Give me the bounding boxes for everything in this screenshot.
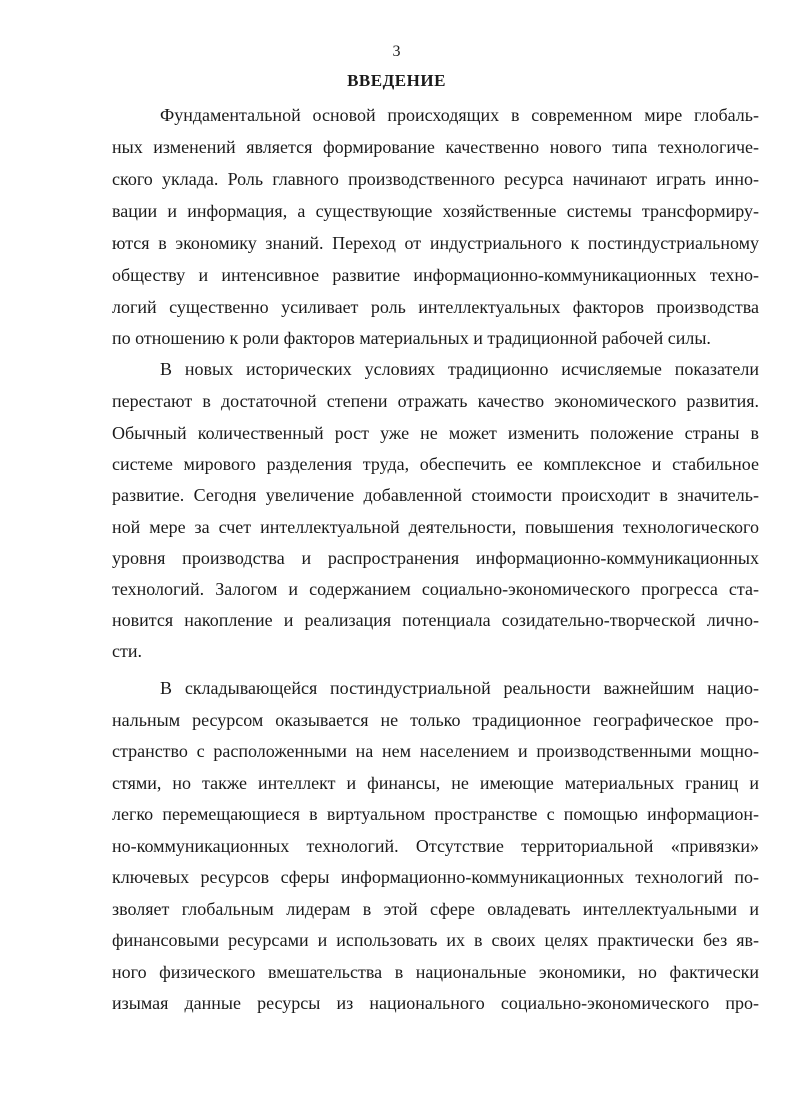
text-line: странство с расположенными на нем населением и производственными мощно- bbox=[112, 741, 759, 761]
text-line: уровня производства и распространения информационно-коммуникационных bbox=[112, 548, 759, 568]
text-line: сти. bbox=[112, 641, 142, 661]
text-line: но-коммуникационных технологий. Отсутствие территориальной «привязки» bbox=[112, 836, 759, 856]
text-line: ных изменений является формирование качественно нового типа технологиче- bbox=[112, 137, 759, 157]
text-line: нальным ресурсом оказывается не только традиционное географическое про- bbox=[112, 710, 759, 730]
text-line: Фундаментальной основой происходящих в современном мире глобаль- bbox=[160, 105, 759, 125]
text-line: легко перемещающиеся в виртуальном пространстве с помощью информацион- bbox=[112, 804, 759, 824]
text-line: развитие. Сегодня увеличение добавленной стоимости происходит в значитель- bbox=[112, 485, 759, 505]
text-line: перестают в достаточной степени отражать качество экономического развития. bbox=[112, 391, 759, 411]
text-line: зволяет глобальным лидерам в этой сфере овладевать интеллектуальными и bbox=[112, 899, 759, 919]
text-line: изымая данные ресурсы из национального социально-экономического про- bbox=[112, 993, 759, 1013]
text-line: В новых исторических условиях традиционно исчисляемые показатели bbox=[160, 359, 759, 379]
text-line: В складывающейся постиндустриальной реальности важнейшим нацио- bbox=[160, 678, 759, 698]
text-line: стями, но также интеллект и финансы, не имеющие материальных границ и bbox=[112, 773, 759, 793]
text-line: по отношению к роли факторов материальных и традиционной рабочей силы. bbox=[112, 328, 711, 348]
text-line: обществу и интенсивное развитие информационно-коммуникационных техно- bbox=[112, 265, 759, 285]
text-line: новится накопление и реализация потенциала созидательно-творческой лично- bbox=[112, 610, 759, 630]
text-line: ключевых ресурсов сферы информационно-коммуникационных технологий по- bbox=[112, 867, 759, 887]
text-line: технологий. Залогом и содержанием социально-экономического прогресса ста- bbox=[112, 579, 759, 599]
text-line: вации и информация, а существующие хозяйственные системы трансформиру- bbox=[112, 201, 759, 221]
text-line: системе мирового разделения труда, обеспечить ее комплексное и стабильное bbox=[112, 454, 759, 474]
page-number: 3 bbox=[392, 43, 401, 60]
text-line: логий существенно усиливает роль интеллектуальных факторов производства bbox=[112, 297, 759, 317]
text-line: ются в экономику знаний. Переход от индустриального к постиндустриальному bbox=[112, 233, 759, 253]
text-line: ного физического вмешательства в национальные экономики, но фактически bbox=[112, 962, 759, 982]
text-line: ского уклада. Роль главного производственного ресурса начинают играть инно- bbox=[112, 169, 759, 189]
page-title: ВВЕДЕНИЕ bbox=[347, 71, 446, 90]
text-line: ной мере за счет интеллектуальной деятельности, повышения технологического bbox=[112, 517, 759, 537]
text-line: финансовыми ресурсами и использовать их в своих целях практически без яв- bbox=[112, 930, 759, 950]
text-line: Обычный количественный рост уже не может изменить положение страны в bbox=[112, 423, 759, 443]
